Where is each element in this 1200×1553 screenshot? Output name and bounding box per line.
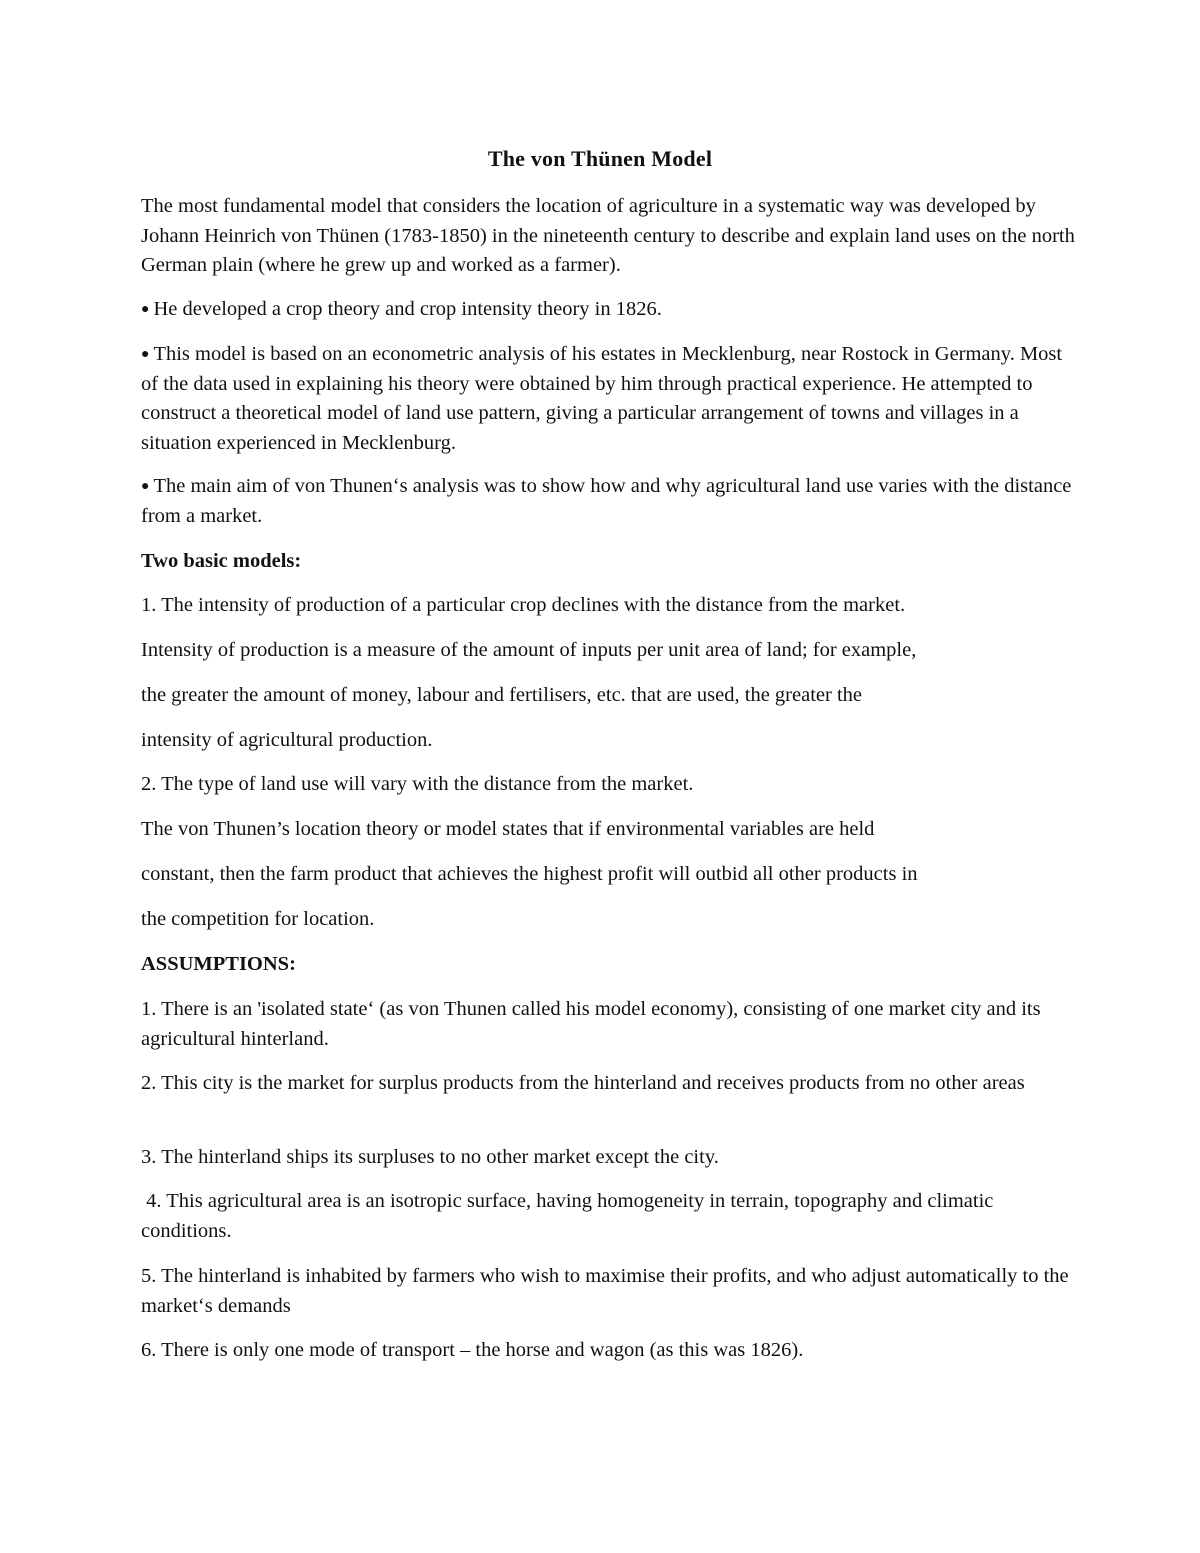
bullet-text-3: The main aim of von Thunen‘s analysis was to show how and why agricultural land use varies with the distance from a market. — [141, 475, 1072, 527]
model-line-8: the competition for location. — [141, 908, 375, 930]
model-line-6: The von Thunen’s location theory or model states that if environmental variables are held — [141, 818, 875, 840]
bullet-item-2 — [141, 340, 1081, 458]
model-line-4: intensity of agricultural production. — [141, 729, 433, 751]
model-line-7: constant, then the farm product that achieves the highest profit will outbid all other products in — [141, 863, 918, 885]
model-line-1: 1. The intensity of production of a particular crop declines with the distance from the market. — [141, 594, 906, 616]
assumption-1: 1. There is an 'isolated state‘ (as von Thunen called his model economy), consisting of one market city and its agricultural hinterland. — [141, 998, 1041, 1050]
intro-paragraph: The most fundamental model that considers the location of agriculture in a systematic way was developed by Johann Heinrich von Thünen (1783-1850) in the nineteenth century to describe and explain land uses on the north German plain (where he grew up and worked as a farmer). — [141, 195, 1075, 276]
model-line-3: the greater the amount of money, labour and fertilisers, etc. that are used, the greater the — [141, 684, 862, 706]
model-line-5: 2. The type of land use will vary with the distance from the market. — [141, 773, 694, 795]
bullet-item-3 — [141, 472, 1081, 531]
assumptions-heading: ASSUMPTIONS: — [141, 953, 296, 975]
assumption-6: 6. There is only one mode of transport – the horse and wagon (as this was 1826). — [141, 1339, 804, 1361]
bullet-item-1 — [141, 295, 1081, 325]
bullet-dot-icon: ● — [141, 479, 150, 494]
assumption-2: 2. This city is the market for surplus products from the hinterland and receives products from no other areas — [141, 1072, 1025, 1094]
assumption-3: 3. The hinterland ships its surpluses to no other market except the city. — [141, 1146, 719, 1168]
assumption-4: 4. This agricultural area is an isotropic surface, having homogeneity in terrain, topography and climatic conditions. — [141, 1190, 999, 1242]
model-line-2: Intensity of production is a measure of the amount of inputs per unit area of land; for example, — [141, 639, 917, 661]
models-heading: Two basic models: — [141, 550, 302, 572]
document-title: The von Thünen Model — [487, 146, 713, 171]
bullet-text-2: This model is based on an econometric analysis of his estates in Mecklenburg, near Rostock in Germany. Most of the data used in explaining his theory were obtained by him through practical experience. He attempted to construct a theoretical model of land use pattern, giving a particular arrangement of towns and villages in a situation experienced in Mecklenburg. — [141, 343, 1063, 454]
bullet-text-1: He developed a crop theory and crop intensity theory in 1826. — [153, 298, 662, 320]
bullet-dot-icon: ● — [141, 302, 150, 317]
bullet-dot-icon: ● — [141, 347, 150, 362]
assumption-5: 5. The hinterland is inhabited by farmers who wish to maximise their profits, and who adjust automatically to the market‘s demands — [141, 1265, 1069, 1317]
